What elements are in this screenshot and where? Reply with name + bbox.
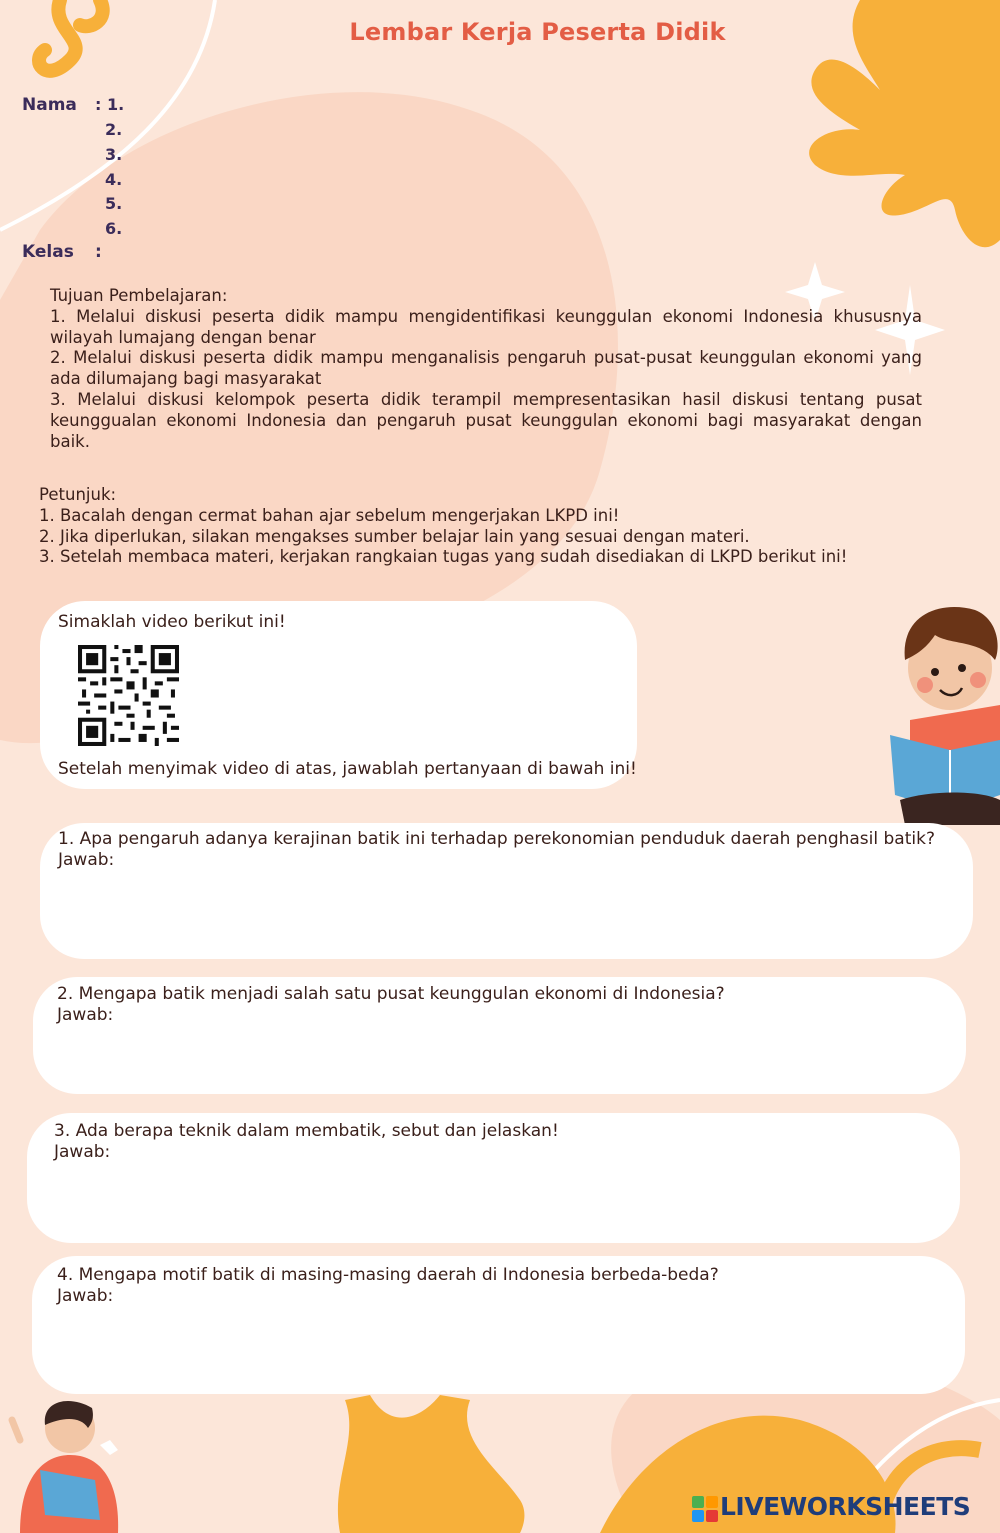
video-prompt: Simaklah video berikut ini! bbox=[58, 612, 286, 632]
liveworksheets-logo-icon bbox=[692, 1496, 718, 1522]
question-3-text: 3. Ada berapa teknik dalam membatik, sebut dan jelaskan! bbox=[54, 1121, 559, 1141]
name-number-2: 2. bbox=[105, 120, 123, 139]
name-label: Nama bbox=[22, 95, 77, 115]
class-label: Kelas bbox=[22, 242, 74, 262]
answer-label-3: Jawab: bbox=[54, 1142, 111, 1162]
instructions-section bbox=[39, 485, 939, 568]
name-colon-first-number: : 1. bbox=[95, 95, 125, 114]
child-reading-illustration bbox=[890, 607, 1000, 825]
instruction-item: 1. Bacalah dengan cermat bahan ajar sebelum mengerjakan LKPD ini! bbox=[39, 505, 620, 525]
name-number-6: 6. bbox=[105, 219, 123, 238]
page-title: Lembar Kerja Peserta Didik bbox=[349, 18, 726, 46]
answer-label-1: Jawab: bbox=[58, 850, 115, 870]
orange-leaf-bottom bbox=[338, 1395, 525, 1533]
class-colon: : bbox=[95, 242, 102, 262]
instructions-heading: Petunjuk: bbox=[39, 485, 117, 504]
question-1-text: 1. Apa pengaruh adanya kerajinan batik ini terhadap perekonomian penduduk daerah penghasil batik? bbox=[58, 829, 935, 849]
teacher-illustration bbox=[12, 1401, 118, 1533]
objective-item: 1. Melalui diskusi peserta didik mampu mengidentifikasi keunggulan ekonomi Indonesia khususnya wilayah lumajang dengan benar bbox=[50, 306, 922, 347]
name-number-4: 4. bbox=[105, 170, 123, 189]
instruction-item: 3. Setelah membaca materi, kerjakan rangkaian tugas yang sudah disediakan di LKPD berikut ini! bbox=[39, 547, 848, 567]
video-follow-up: Setelah menyimak video di atas, jawablah pertanyaan di bawah ini! bbox=[58, 759, 637, 779]
objectives-section bbox=[50, 286, 922, 452]
objective-item: 3. Melalui diskusi kelompok peserta didik terampil mempresentasikan hasil diskusi tentang pusat keunggualan ekonomi Indonesia dan pengaruh pusat keunggulan ekonomi bagi masyarakat dengan baik. bbox=[50, 389, 922, 451]
objectives-heading: Tujuan Pembelajaran: bbox=[50, 286, 228, 305]
name-number-3: 3. bbox=[105, 145, 123, 164]
qr-code-icon[interactable] bbox=[78, 645, 179, 746]
name-number-5: 5. bbox=[105, 194, 123, 213]
instruction-item: 2. Jika diperlukan, silakan mengakses sumber belajar lain yang sesuai dengan materi. bbox=[39, 526, 750, 546]
question-4-text: 4. Mengapa motif batik di masing-masing daerah di Indonesia berbeda-beda? bbox=[57, 1265, 719, 1285]
answer-label-2: Jawab: bbox=[57, 1005, 114, 1025]
objective-item: 2. Melalui diskusi peserta didik mampu menganalisis pengaruh pusat-pusat keunggulan ekonomi yang ada dilumajang bagi masyarakat bbox=[50, 348, 922, 389]
liveworksheets-brand[interactable]: LIVEWORKSHEETS bbox=[720, 1492, 971, 1521]
question-2-text: 2. Mengapa batik menjadi salah satu pusat keunggulan ekonomi di Indonesia? bbox=[57, 984, 725, 1004]
answer-label-4: Jawab: bbox=[57, 1286, 114, 1306]
